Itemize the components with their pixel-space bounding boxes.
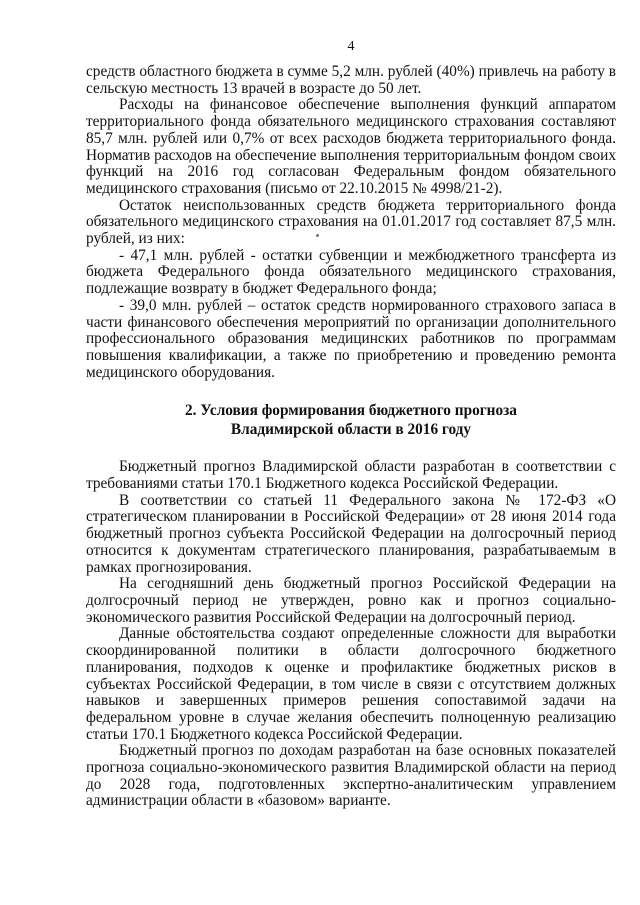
paragraph-forecast-basis: Бюджетный прогноз Владимирской области разработан в соответствии с требованиями статьи 170.1 Бюджетного кодекса Российской Федерации.: [86, 458, 616, 493]
paragraph-difficulties: Данные обстоятельства создают определенные сложности для выработки скоординированной политики в области долгосрочного бюджетного планирования, подходов к оценке и профилактике бюджетных рисков в субъектах Российской Федерации, в том числе в связи с отсутствием должных навыков и завершенных примеров решения сопоставимой задачи на федеральном уровне в случае желания обеспечить полноценную реализацию статьи 170.1 Бюджетного кодекса Российской Федерации.: [86, 625, 616, 743]
paragraph-revenue-forecast: Бюджетный прогноз по доходам разработан на базе основных показателей прогноза социально-экономического развития Владимирской области на период до 2028 года, подготовленных экспертно-аналитическим управлением администрации области в «базовом» варианте.: [86, 742, 616, 810]
list-item-reserve-balance: - 39,0 млн. рублей – остаток средств нормированного страхового запаса в части финансового обеспечения мероприятий по организации дополнительного профессионального образования медицинских работников по программам повышения квалификации, а также по приобретению и проведению ремонта медицинского оборудования.: [86, 296, 616, 381]
scan-speck: [316, 234, 319, 237]
section-heading-line-2: Владимирской области в 2016 году: [230, 421, 472, 439]
paragraph-continuation: средств областного бюджета в сумме 5,2 млн. рублей (40%) привлечь на работу в сельскую местность 13 врачей в возрасте до 50 лет.: [86, 63, 616, 97]
section-heading-line-1: 2. Условия формирования бюджетного прогноза: [185, 402, 517, 420]
spacer: [86, 439, 616, 459]
paragraph-unused-balance: Остаток неиспользованных средств бюджета территориального фонда обязательного медицинского страхования на 01.01.2017 год составляет 87,5 млн. рублей, из них:: [86, 196, 616, 248]
paragraph-federal-law: В соответствии со статьей 11 Федерального закона № 172-ФЗ «О стратегическом планировании в Российской Федерации» от 28 июня 2014 года бюджетный прогноз субъекта Российской Федерации на долгосрочный период относится к документам стратегического планирования, разрабатываемым в рамках прогнозирования.: [86, 491, 616, 576]
paragraph-federal-forecast: На сегодняшний день бюджетный прогноз Российской Федерации на долгосрочный период не утвержден, ровно как и прогноз социально-экономического развития Российской Федерации на долгосрочный период.: [86, 575, 616, 626]
document-page: [86, 38, 616, 810]
page-number: 4: [347, 39, 355, 54]
paragraph-admin-expenses: Расходы на финансовое обеспечение выполнения функций аппаратом территориального фонда обязательного медицинского страхования составляют 85,7 млн. рублей или 0,7% от всех расходов бюджета территориального фонда. Норматив расходов на обеспечение выполнения территориальным фондом своих функций на 2016 год согласован Федеральным фондом обязательного медицинского страхования (письмо от 22.10.2015 № 4998/21-2).: [86, 96, 616, 197]
spacer: [86, 381, 616, 401]
list-item-subvention-balance: - 47,1 млн. рублей - остатки субвенции и межбюджетного трансферта из бюджета Федерального фонда обязательного медицинского страхования, подлежащие возврату в бюджет Федерального фонда;: [86, 246, 616, 298]
